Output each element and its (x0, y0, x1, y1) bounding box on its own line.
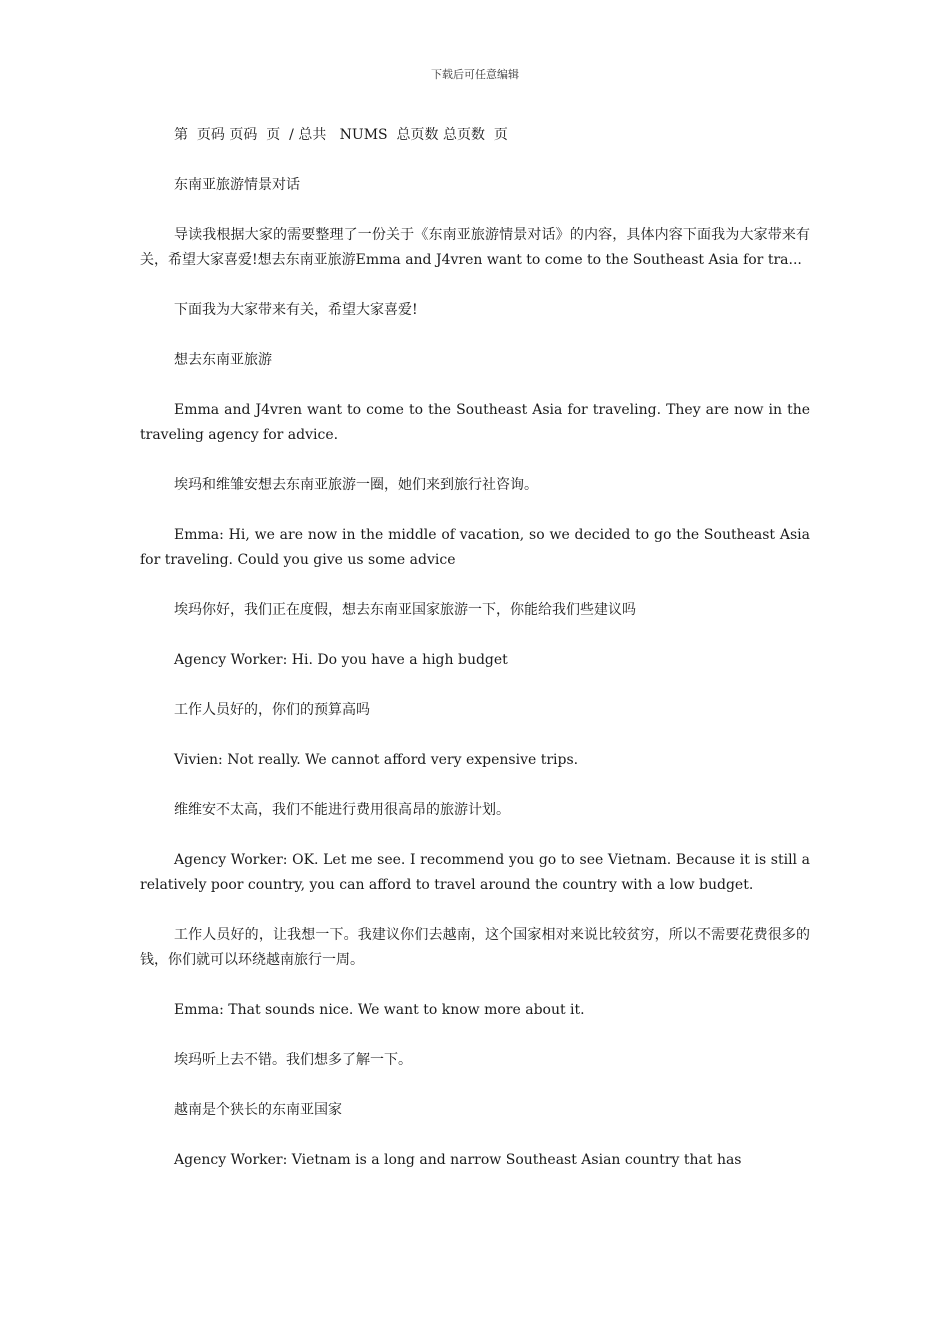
dialogue-line: 工作人员好的，让我想一下。我建议你们去越南，这个国家相对来说比较贫穷，所以不需要花费很多的钱，你们就可以环绕越南旅行一周。 (140, 927, 810, 968)
dialogue-line: Emma: That sounds nice. We want to know more about it. (174, 1002, 585, 1018)
dialogue-line: 埃玛听上去不错。我们想多了解一下。 (174, 1052, 412, 1068)
dialogue-line: Agency Worker: Hi. Do you have a high budget (174, 652, 508, 668)
paragraph: 埃玛和维雏安想去东南亚旅游一圈，她们来到旅行社咨询。 (174, 477, 538, 493)
section-heading: 越南是个狭长的东南亚国家 (174, 1102, 342, 1118)
dialogue-line: Agency Worker: OK. Let me see. I recommend you go to see Vietnam. Because it is still a relatively poor country, you can afford to travel around the country with a low budget. (140, 852, 810, 893)
dialogue-line: Vivien: Not really. We cannot afford very expensive trips. (174, 752, 579, 768)
paragraph: Emma and J4vren want to come to the Southeast Asia for traveling. They are now in the traveling agency for advice. (140, 402, 810, 443)
document-title: 东南亚旅游情景对话 (174, 177, 300, 193)
header-note: 下载后可任意编辑 (431, 68, 519, 81)
section-heading: 想去东南亚旅游 (174, 352, 272, 368)
dialogue-line: Agency Worker: Vietnam is a long and narrow Southeast Asian country that has (174, 1152, 742, 1168)
dialogue-line: 维维安不太高，我们不能进行费用很高昂的旅游计划。 (174, 802, 510, 818)
dialogue-line: 埃玛你好，我们正在度假，想去东南亚国家旅游一下，你能给我们些建议吗 (174, 602, 636, 618)
dialogue-line: 工作人员好的，你们的预算高吗 (174, 702, 370, 718)
page-number-line: 第 页码 页码 页 / 总共 NUMS 总页数 总页数 页 (174, 127, 508, 143)
dialogue-line: Emma: Hi, we are now in the middle of vacation, so we decided to go the Southeast Asia for traveling. Could you give us some advice (140, 527, 810, 568)
paragraph: 下面我为大家带来有关，希望大家喜爱! (174, 302, 418, 318)
document-body (140, 123, 810, 1198)
intro-paragraph: 导读我根据大家的需要整理了一份关于《东南亚旅游情景对话》的内容，具体内容下面我为大家带来有关，希望大家喜爱!想去东南亚旅游Emma and J4vren want to come to the Southeast Asia for tra... (140, 227, 810, 268)
